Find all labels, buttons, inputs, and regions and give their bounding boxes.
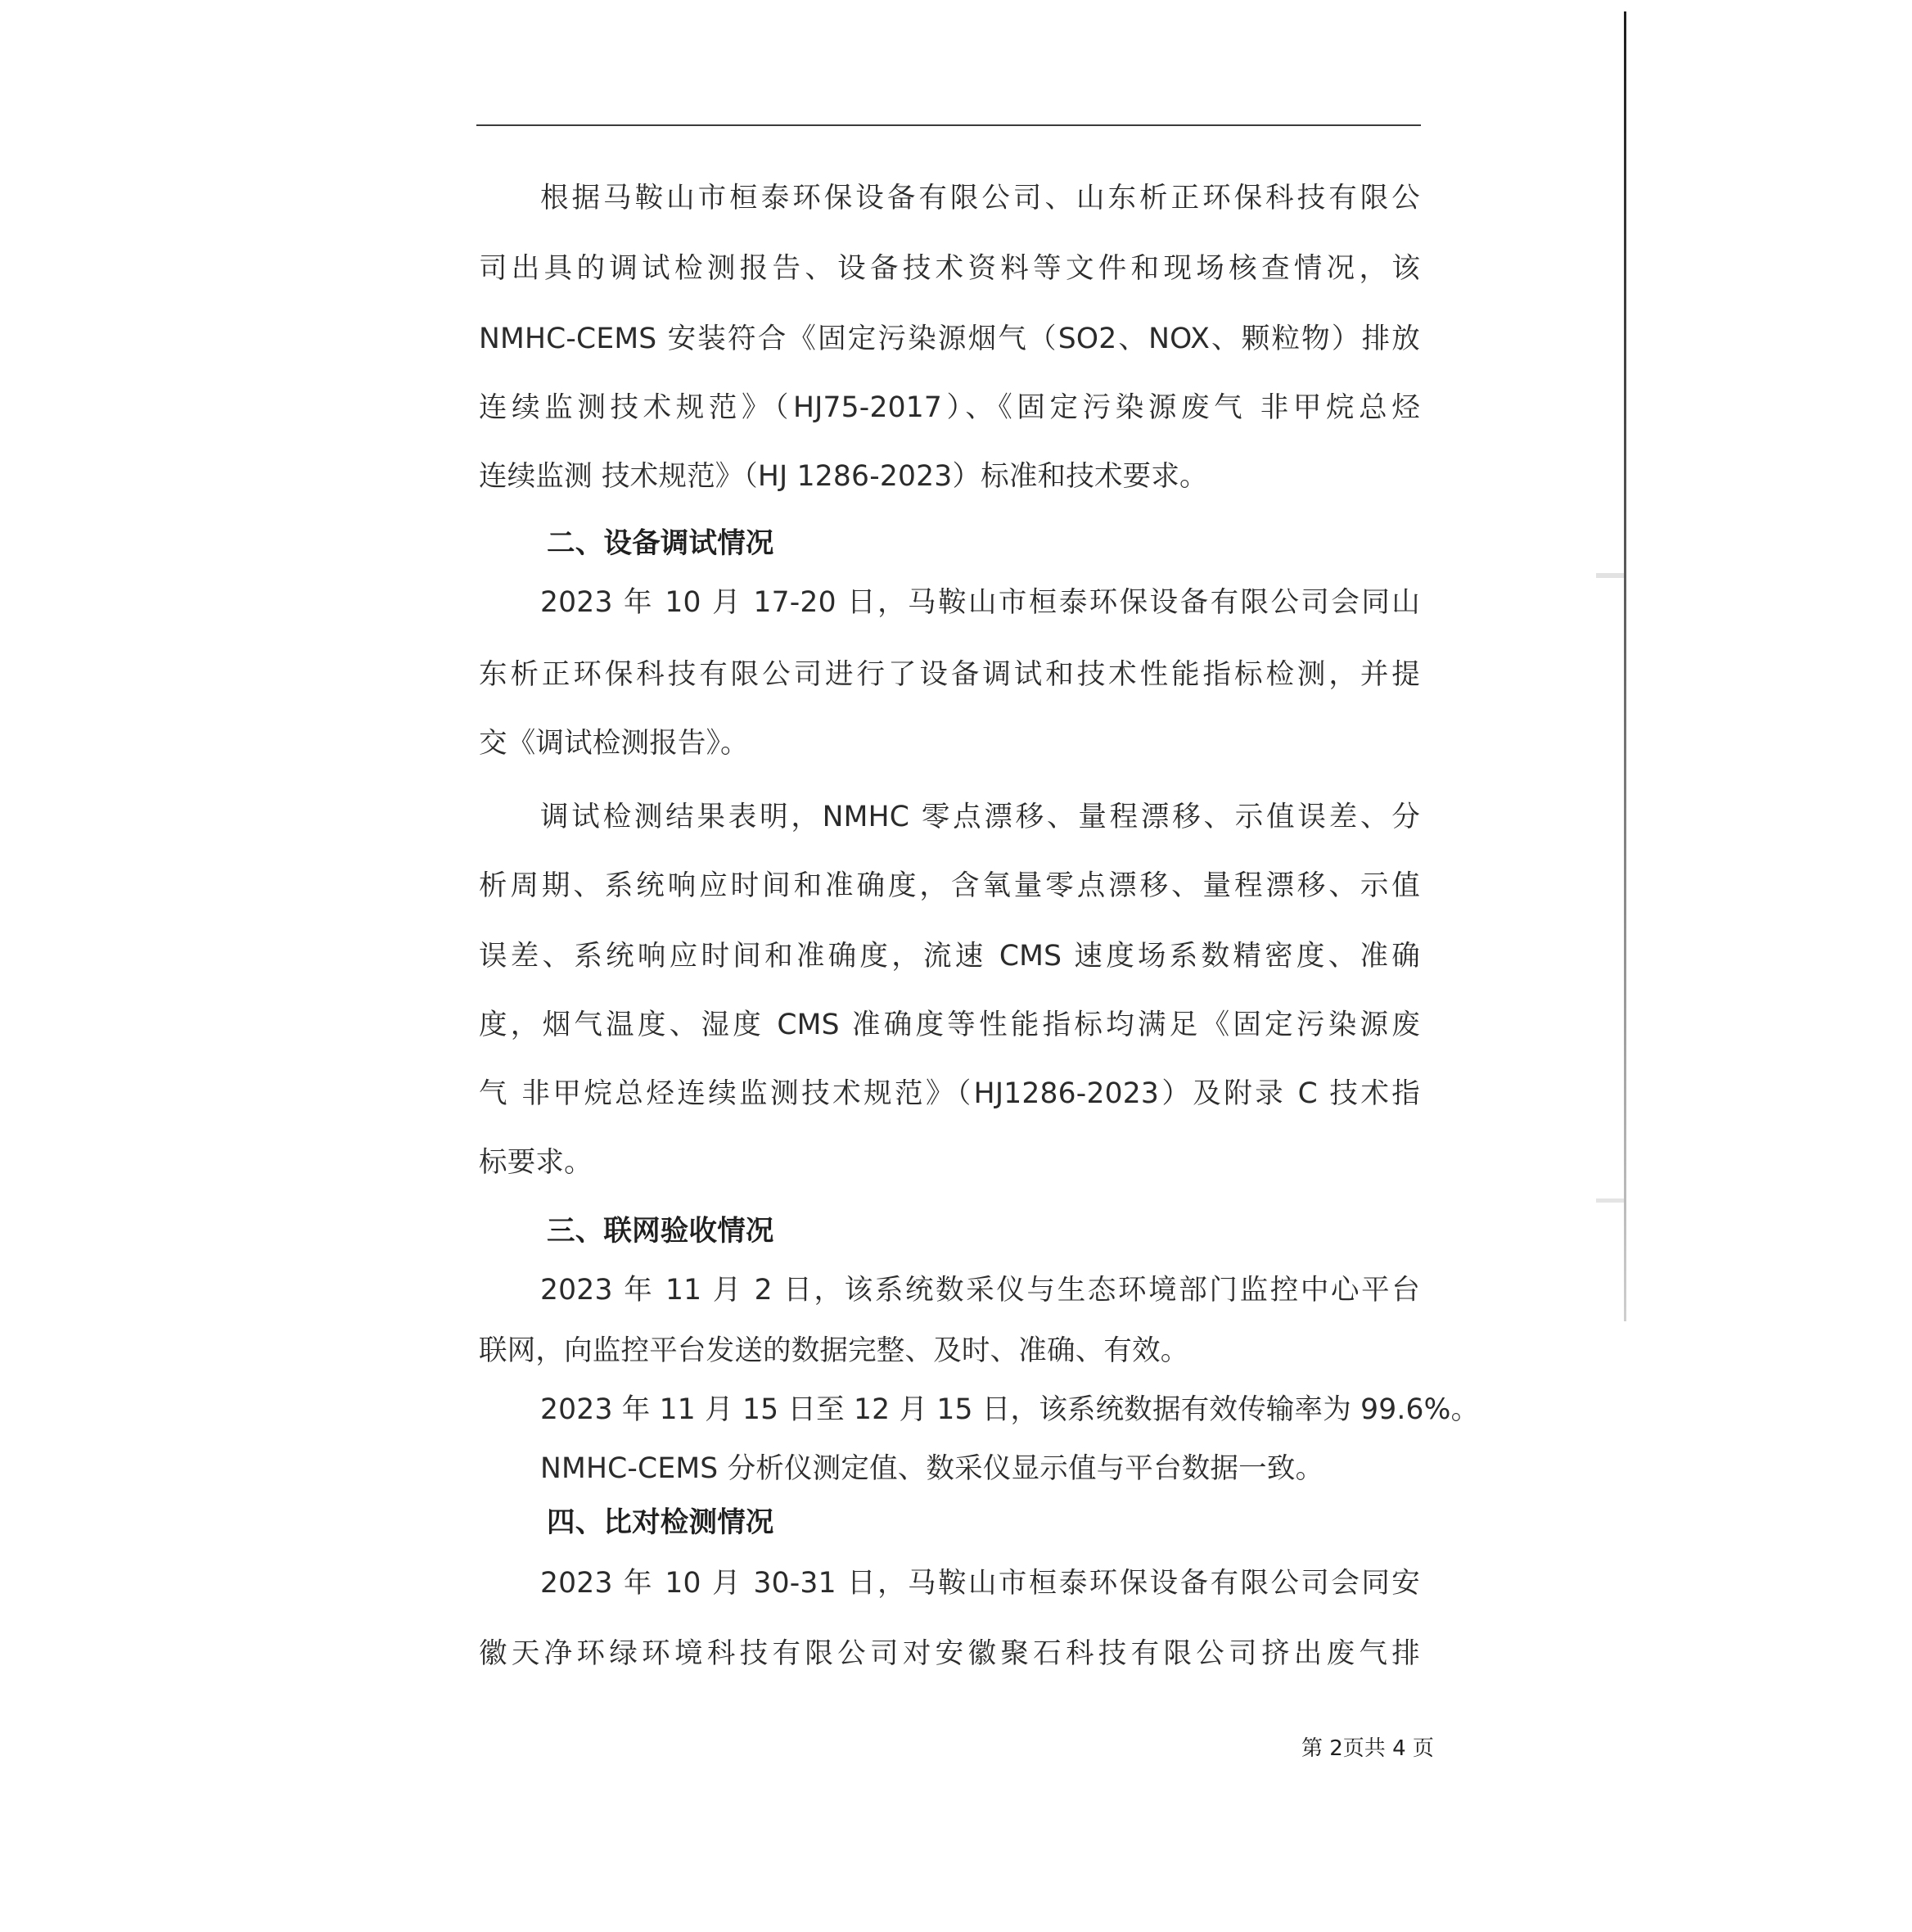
paragraph-line: 徽天净环绿环境科技有限公司对安徽聚石科技有限公司挤出废气排 bbox=[479, 1637, 1420, 1670]
section-heading: 四、比对检测情况 bbox=[547, 1506, 774, 1539]
page-number-footer: 第 2页共 4 页 bbox=[1301, 1736, 1434, 1761]
paragraph-line: NMHC-CEMS 安装符合《固定污染源烟气（SO2、NOX、颗粒物）排放 bbox=[479, 323, 1420, 355]
paragraph-line: 2023 年 11 月 2 日，该系统数采仪与生态环境部门监控中心平台 bbox=[540, 1274, 1420, 1307]
header-rule bbox=[476, 124, 1421, 126]
paragraph-line: 司出具的调试检测报告、设备技术资料等文件和现场核查情况，该 bbox=[479, 252, 1420, 285]
paragraph-line: 2023 年 10 月 30-31 日，马鞍山市桓泰环保设备有限公司会同安 bbox=[540, 1567, 1420, 1600]
paragraph-line: 联网，向监控平台发送的数据完整、及时、准确、有效。 bbox=[479, 1334, 1189, 1367]
paragraph-line: 根据马鞍山市桓泰环保设备有限公司、山东析正环保科技有限公 bbox=[540, 182, 1420, 214]
section-heading: 二、设备调试情况 bbox=[547, 527, 774, 560]
section-heading: 三、联网验收情况 bbox=[547, 1215, 774, 1248]
scan-speck bbox=[1596, 1198, 1624, 1203]
paragraph-line: 误差、系统响应时间和准确度，流速 CMS 速度场系数精密度、准确 bbox=[479, 940, 1420, 973]
scan-speck bbox=[1596, 573, 1624, 578]
paragraph-line: NMHC-CEMS 分析仪测定值、数采仪显示值与平台数据一致。 bbox=[540, 1452, 1324, 1485]
paragraph-line: 交《调试检测报告》。 bbox=[479, 727, 749, 760]
paragraph-line: 调试检测结果表明，NMHC 零点漂移、量程漂移、示值误差、分 bbox=[540, 801, 1420, 833]
paragraph-line: 2023 年 10 月 17-20 日，马鞍山市桓泰环保设备有限公司会同山 bbox=[540, 586, 1420, 619]
paragraph-line: 气 非甲烷总烃连续监测技术规范》（HJ1286-2023）及附录 C 技术指 bbox=[479, 1077, 1420, 1110]
paragraph-line: 析周期、系统响应时间和准确度，含氧量零点漂移、量程漂移、示值 bbox=[479, 869, 1420, 902]
paragraph-line: 连续监测技术规范》（HJ75-2017）、《固定污染源废气 非甲烷总烃 bbox=[479, 391, 1420, 424]
paragraph-line: 东析正环保科技有限公司进行了设备调试和技术性能指标检测，并提 bbox=[479, 658, 1420, 691]
scan-edge bbox=[1624, 11, 1626, 1321]
paragraph-line: 度，烟气温度、湿度 CMS 准确度等性能指标均满足《固定污染源废 bbox=[479, 1009, 1420, 1041]
paragraph-line: 标要求。 bbox=[479, 1146, 593, 1179]
paragraph-line: 2023 年 11 月 15 日至 12 月 15 日，该系统数据有效传输率为 99.6%。 bbox=[540, 1393, 1480, 1426]
paragraph-line: 连续监测 技术规范》（HJ 1286-2023）标准和技术要求。 bbox=[479, 460, 1208, 493]
